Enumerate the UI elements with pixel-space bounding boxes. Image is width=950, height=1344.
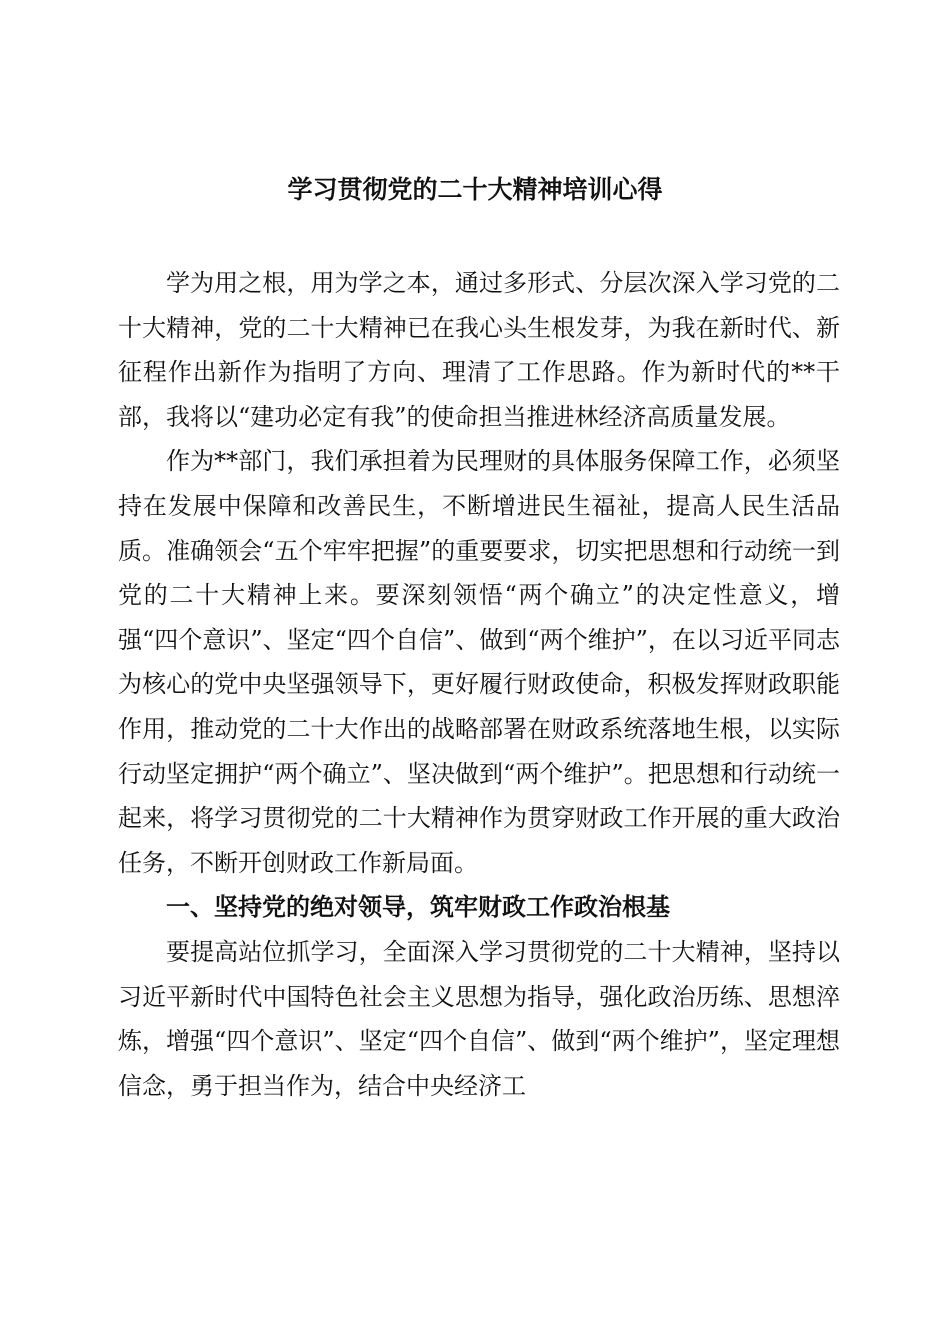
- section-heading: 一、坚持党的绝对领导，筑牢财政工作政治根基: [166, 892, 670, 922]
- document-title: 学习贯彻党的二十大精神培训心得: [287, 175, 663, 204]
- paragraph-department: 作为**部门，我们承担着为民理财的具体服务保障工作，必须坚持在发展中保障和改善民生，不断增进民生福祉，提高人民生活品质。准确领会“五个牢牢把握”的重要要求，切实把思想和行动统一到党的二十大精神上来。要深刻领悟“两个确立”的决定性意义，增强“四个意识”、坚定“四个自信”、做到“两个维护”，在以习近平同志为核心的党中央坚强领导下，更好履行财政使命，积极发挥财政职能作用，推动党的二十大作出的战略部署在财政系统落地生根，以实际行动坚定拥护“两个确立”、坚决做到“两个维护”。把思想和行动统一起来，将学习贯彻党的二十大精神作为贯穿财政工作开展的重大政治任务，不断开创财政工作新局面。: [118, 447, 840, 877]
- paragraph-section-one: 要提高站位抓学习，全面深入学习贯彻党的二十大精神，坚持以习近平新时代中国特色社会主义思想为指导，强化政治历练、思想淬炼，增强“四个意识”、坚定“四个自信”、做到“两个维护”，坚定理想信念，勇于担当作为，结合中央经济工: [118, 937, 840, 1100]
- document-body: [118, 261, 840, 1108]
- paragraph-intro: 学为用之根，用为学之本，通过多形式、分层次深入学习党的二十大精神，党的二十大精神已在我心头生根发芽，为我在新时代、新征程作出新作为指明了方向、理清了工作思路。作为新时代的**干部，我将以“建功必定有我”的使命担当推进林经济高质量发展。: [118, 269, 840, 431]
